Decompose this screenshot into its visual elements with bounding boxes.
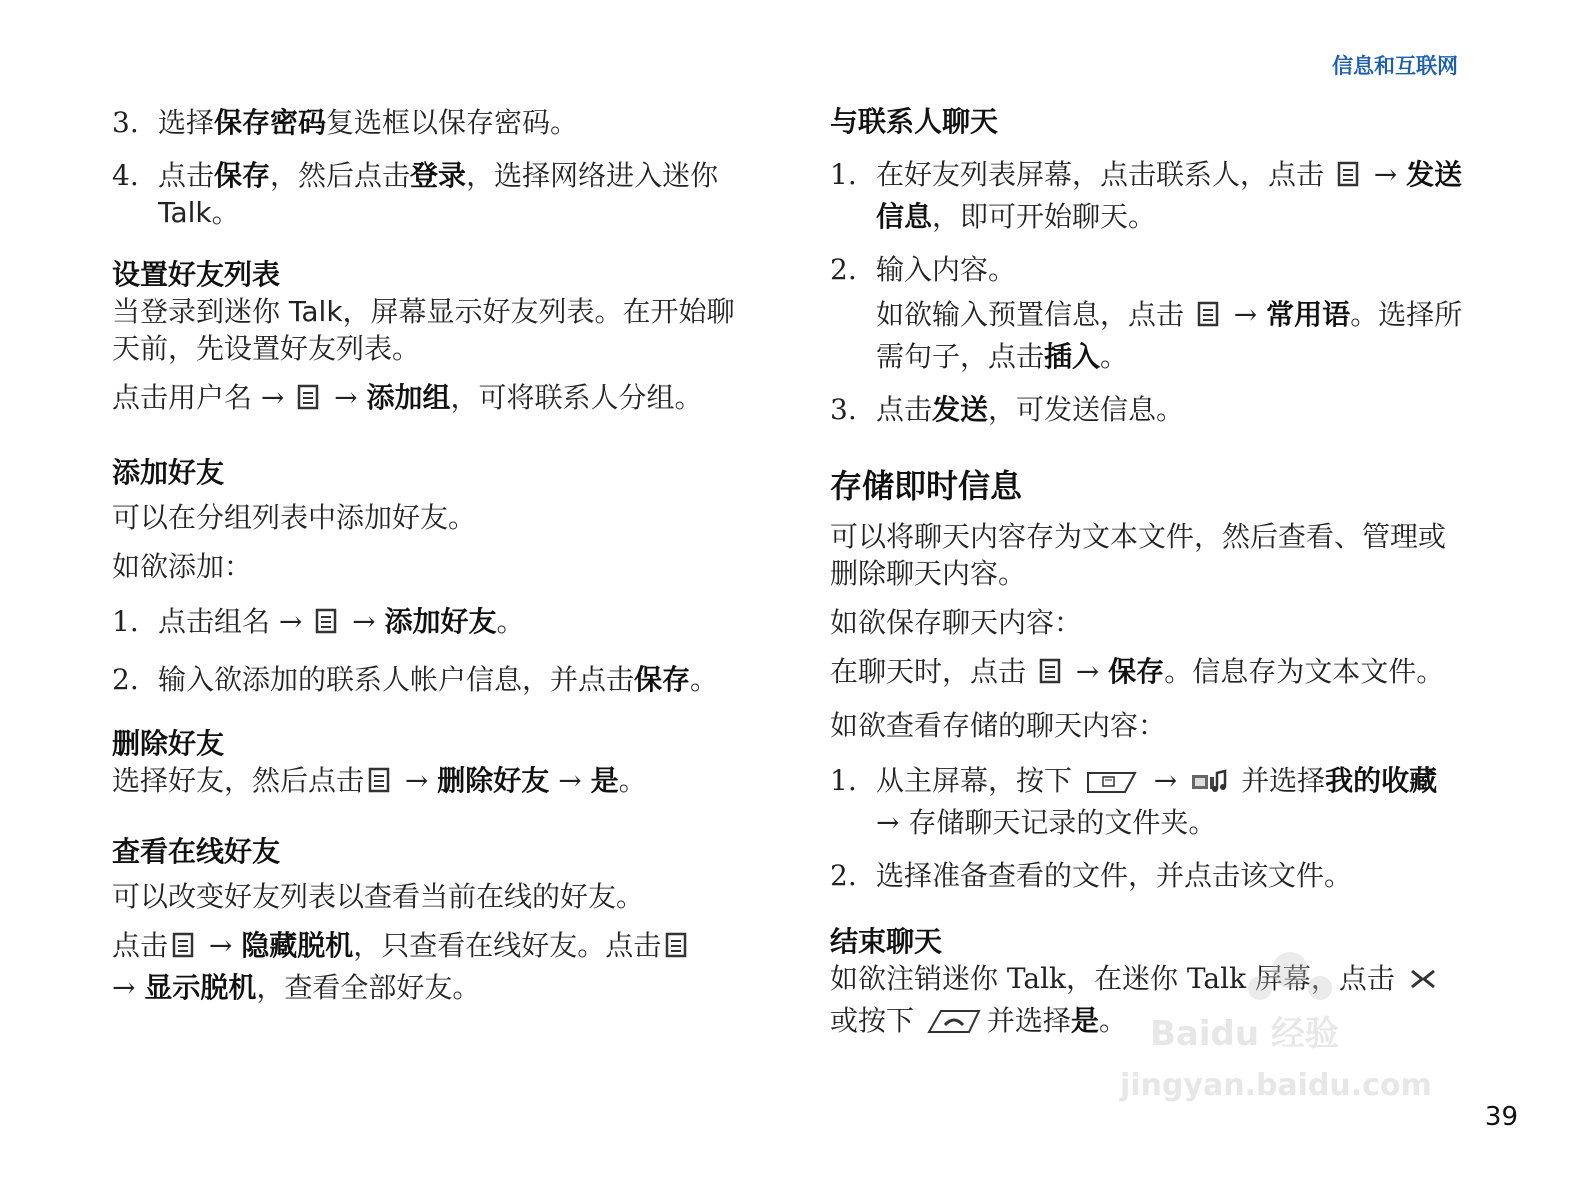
menu-icon	[172, 932, 196, 969]
setup-friends-instruction: 点击用户名 → → 添加组，可将联系人分组。	[112, 379, 740, 421]
chat-step-2-detail: 如欲输入预置信息，点击 → 常用语。选择所需句子，点击插入。	[876, 298, 1463, 373]
delete-friend-text: 选择好友，然后点击 → 删除好友 → 是。	[112, 762, 740, 804]
page-number: 39	[1484, 1102, 1518, 1132]
add-friend-intro: 如欲添加：	[112, 550, 253, 583]
menu-icon	[297, 384, 321, 421]
right-column	[830, 104, 1470, 1056]
add-friend-step-2: 2. 输入欲添加的联系人帐户信息，并点击保存。	[112, 663, 719, 696]
section-title-save-messages: 存储即时信息	[830, 467, 1023, 505]
chat-step-3: 3. 点击发送，可发送信息。	[830, 393, 1185, 426]
step-3: 3. 选择保存密码复选框以保存密码。	[112, 106, 579, 139]
end-call-icon	[927, 1007, 983, 1044]
multimedia-icon	[1190, 767, 1228, 804]
section-title-chat: 与联系人聊天	[830, 105, 999, 138]
section-title-end-chat: 结束聊天	[830, 925, 943, 958]
close-icon	[1408, 965, 1438, 1002]
step-4: 4. 点击保存，然后点击登录，选择网络进入迷你 Talk。	[112, 159, 719, 229]
view-saved-step-1: 1. 从主屏幕，按下 → 并选择我的收藏 → 存储聊天记录的文件夹。	[830, 764, 1438, 839]
setup-friends-text: 当登录到迷你 Talk，屏幕显示好友列表。在开始聊天前，先设置好友列表。	[112, 295, 735, 365]
section-title-delete-friend: 删除好友	[112, 727, 225, 760]
add-friend-step-1: 1. 点击组名 → → 添加好友。	[112, 603, 740, 645]
menu-icon	[1337, 161, 1361, 198]
end-chat-text: 如欲注销迷你 Talk，在迷你 Talk 屏幕，点击 或按下 并选择是。	[830, 960, 1470, 1044]
menu-icon	[1039, 658, 1063, 695]
view-saved-intro: 如欲查看存储的聊天内容：	[830, 709, 1167, 742]
section-title-add-friend: 添加好友	[112, 456, 225, 489]
section-header: 信息和互联网	[1332, 54, 1458, 78]
menu-icon	[665, 932, 689, 969]
watermark-url: jingyan.baidu.com	[1120, 1068, 1432, 1103]
save-messages-text: 可以将聊天内容存为文本文件，然后查看、管理或删除聊天内容。	[830, 520, 1447, 590]
save-messages-instruction: 在聊天时，点击 → 保存。信息存为文本文件。	[830, 653, 1470, 695]
menu-icon	[315, 608, 339, 645]
menu-icon	[1197, 301, 1221, 338]
online-friends-text: 可以改变好友列表以查看当前在线的好友。	[112, 880, 645, 913]
chat-step-2: 2. 输入内容。	[830, 253, 1017, 286]
message-key-icon	[1085, 767, 1141, 804]
view-saved-step-2: 2. 选择准备查看的文件，并点击该文件。	[830, 859, 1353, 892]
section-title-setup-friends: 设置好友列表	[112, 258, 281, 291]
add-friend-text: 可以在分组列表中添加好友。	[112, 501, 477, 534]
left-column	[112, 104, 740, 1018]
save-messages-intro: 如欲保存聊天内容：	[830, 606, 1083, 639]
watermark-logo-text: Baidu 经验	[1150, 1014, 1339, 1054]
chat-step-1: 1. 在好友列表屏幕，点击联系人，点击 → 发送信息，即可开始聊天。	[830, 158, 1463, 233]
section-title-online-friends: 查看在线好友	[112, 835, 281, 868]
menu-icon	[368, 767, 392, 804]
online-friends-instruction: 点击 → 隐藏脱机，只查看在线好友。点击 → 显示脱机，查看全部好友。	[112, 927, 740, 1006]
